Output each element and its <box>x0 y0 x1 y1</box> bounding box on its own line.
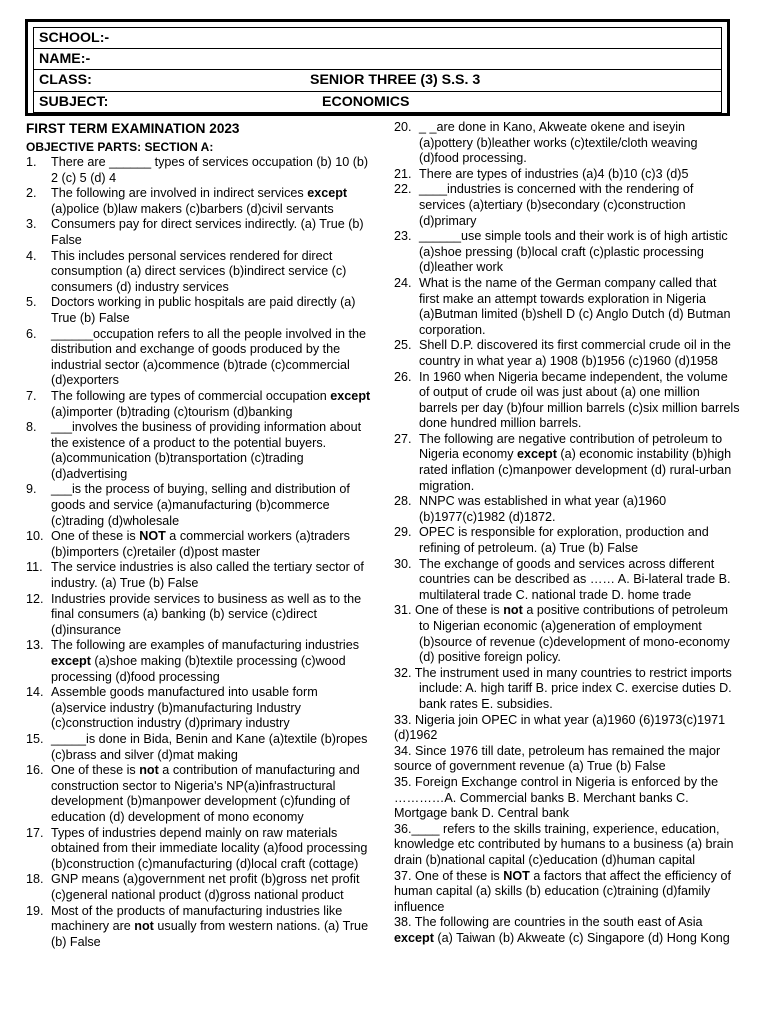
question-item <box>26 592 374 639</box>
question-emphasis: NOT <box>139 529 166 544</box>
question-number: 25. <box>394 338 412 353</box>
question-emphasis: not <box>503 603 523 618</box>
question-item <box>26 420 374 482</box>
question-text: The following are countries in the south east of Asia except (a) Taiwan (b) Akweate (c) Singapore (d) Hong Kong <box>394 915 730 945</box>
question-item <box>394 370 740 432</box>
question-text: In 1960 when Nigeria became independent, the volume of output of crude oil was just about (a) one million barrels per day (b)four million barrels (c)six million barrels done hundred million barrels. <box>419 369 740 431</box>
question-emphasis: not <box>139 763 159 778</box>
question-text: What is the name of the German company called that first make an attempt towards exploration in Nigeria (a)Butman limited (b)shell D (c) Anglo Dutch (d) Butman corporation. <box>419 275 731 337</box>
question-text: Types of industries depend mainly on raw materials obtained from their immediate locality (a)food processing (b)construction (c)manufacturing (d)local craft (cottage) <box>51 825 368 871</box>
question-item <box>394 525 740 556</box>
question-number: 19. <box>26 903 44 918</box>
question-item <box>26 638 374 685</box>
question-item <box>26 904 374 951</box>
question-text: Foreign Exchange control in Nigeria is enforced by the …………A. Commercial banks B. Merchant banks C. Mortgage bank D. Central bank <box>394 774 719 821</box>
school-row <box>33 27 722 49</box>
question-number: 14. <box>26 685 44 700</box>
subject-label: SUBJECT: <box>39 93 109 110</box>
question-number: 30. <box>394 556 412 571</box>
question-number: 29. <box>394 525 412 540</box>
question-number: 34. <box>394 743 412 758</box>
question-number: 3. <box>26 217 37 232</box>
question-text: ______occupation refers to all the people involved in the distribution and exchange of goods produced by the industrial sector (a)commence (b)trade (c)commercial (d)exporters <box>51 326 367 388</box>
question-text: This includes personal services rendered for direct consumption (a) direct services (b)indirect service (c) consumers (d) industry services <box>51 248 347 294</box>
question-number: 8. <box>26 420 37 435</box>
question-number: 16. <box>26 763 44 778</box>
question-item <box>394 666 740 713</box>
name-label: NAME:- <box>39 50 91 67</box>
question-item <box>394 494 740 525</box>
question-number: 10. <box>26 529 44 544</box>
question-item <box>26 685 374 732</box>
right-question-list <box>394 120 740 603</box>
question-text: Shell D.P. discovered its first commercial crude oil in the country in what year a) 1908 (b)1956 (c)1960 (d)1958 <box>419 338 731 368</box>
question-item <box>26 389 374 420</box>
question-text: The following are types of commercial occupation except (a)importer (b)trading (c)tourism (d)banking <box>51 388 371 419</box>
question-number: 4. <box>26 248 37 263</box>
question-number: 18. <box>26 872 44 887</box>
question-text: Industries provide services to business as well as to the final consumers (a) banking (b) service (c)direct (d)insurance <box>51 591 362 637</box>
question-text: NNPC was established in what year (a)1960 (b)1977(c)1982 (d)1872. <box>419 494 667 524</box>
question-number: 6. <box>26 326 37 341</box>
question-item <box>394 276 740 338</box>
question-item <box>26 826 374 873</box>
question-emphasis: except <box>517 447 557 462</box>
question-item <box>394 229 740 276</box>
question-number: 36. <box>394 821 412 836</box>
question-number: 32. <box>394 665 412 680</box>
question-item <box>26 560 374 591</box>
question-number: 11. <box>26 560 43 575</box>
question-item <box>394 182 740 229</box>
question-item <box>26 249 374 296</box>
class-row <box>33 70 722 92</box>
question-item <box>26 155 374 186</box>
header-box <box>25 19 730 116</box>
question-item <box>394 744 740 775</box>
question-text: ____ refers to the skills training, experience, education, knowledge etc contributed by humans to a business (a) brain drain (b)national capital (c)education (d)human capital <box>394 821 734 867</box>
question-number: 37. <box>394 868 412 883</box>
question-text: The following are examples of manufacturing industries except (a)shoe making (b)textile processing (c)wood processing (d)food processing <box>51 638 360 684</box>
question-text: Nigeria join OPEC in what year (a)1960 (6)1973(c)1971 (d)1962 <box>394 712 726 743</box>
exam-title: FIRST TERM EXAMINATION 2023 <box>26 121 240 136</box>
section-title: OBJECTIVE PARTS: SECTION A: <box>26 140 214 154</box>
question-emphasis: not <box>134 919 154 934</box>
question-item <box>26 327 374 389</box>
question-number: 12. <box>26 591 44 606</box>
question-text: ______use simple tools and their work is of high artistic (a)shoe pressing (b)local craft (c)plastic processing (d)leather work <box>419 229 728 275</box>
left-column <box>26 120 374 950</box>
question-text: One of these is not a contribution of manufacturing and construction sector to Nigeria's NP(a)infrastructural development (b)manpower development (c)funding of education (d) development of mono economy <box>51 763 360 824</box>
question-number: 17. <box>26 825 44 840</box>
question-text: The following are negative contribution of petroleum to Nigeria economy except (a) economic instability (b)high rated inflation (c)manpower development (d) rural-urban migration. <box>419 431 732 493</box>
question-emphasis: except <box>394 930 434 945</box>
question-text: Assemble goods manufactured into usable form (a)service industry (b)manufacturing Industry (c)construction industry (d)primary industry <box>51 685 318 731</box>
question-item <box>394 822 740 869</box>
question-number: 26. <box>394 369 412 384</box>
right-column <box>394 120 740 946</box>
question-number: 1. <box>26 155 37 169</box>
class-value: SENIOR THREE (3) S.S. 3 <box>310 72 481 89</box>
class-label: CLASS: <box>39 72 92 89</box>
question-text: One of these is NOT a commercial workers (a)traders (b)importers (c)retailer (d)post master <box>51 529 350 559</box>
question-number: 22. <box>394 182 412 197</box>
question-text: GNP means (a)government net profit (b)gross net profit (c)general national product (d)gross national product <box>51 872 360 902</box>
question-item <box>394 557 740 604</box>
question-text: _ _are done in Kano, Akweate okene and iseyin (a)pottery (b)leather works (c)textile/cloth weaving (d)food processing. <box>419 120 698 166</box>
question-item <box>394 338 740 369</box>
name-row <box>33 49 722 71</box>
question-item <box>26 217 374 248</box>
question-item <box>394 869 740 916</box>
question-number: 9. <box>26 482 37 497</box>
question-text: ___involves the business of providing information about the existence of a product to the potential buyers. (a)communication (b)transportation (c)trading (d)advertising <box>51 420 362 481</box>
right-flat-question-list <box>394 603 740 946</box>
question-item <box>394 603 740 665</box>
question-item <box>26 763 374 825</box>
question-item <box>26 186 374 217</box>
question-text: ____industries is concerned with the rendering of services (a)tertiary (b)secondary (c)construction (d)primary <box>419 182 694 228</box>
question-text: Doctors working in public hospitals are paid directly (a) True (b) False <box>51 295 356 325</box>
question-text: _____is done in Bida, Benin and Kane (a)textile (b)ropes (c)brass and silver (d)mat making <box>51 731 368 762</box>
question-number: 28. <box>394 494 412 509</box>
question-number: 35. <box>394 774 412 789</box>
question-item <box>394 915 740 946</box>
question-item <box>26 529 374 560</box>
question-item <box>26 482 374 529</box>
question-item <box>26 295 374 326</box>
question-item <box>394 775 740 822</box>
question-number: 38. <box>394 915 412 930</box>
question-item <box>26 872 374 903</box>
question-text: Since 1976 till date, petroleum has remained the major source of government revenue (a) True (b) False <box>394 743 721 774</box>
question-number: 2. <box>26 186 37 201</box>
school-label: SCHOOL:- <box>39 30 110 46</box>
question-text: The service industries is also called the tertiary sector of industry. (a) True (b) False <box>51 560 364 591</box>
question-number: 20. <box>394 120 412 134</box>
subject-value: ECONOMICS <box>322 93 410 110</box>
question-text: There are ______ types of services occupation (b) 10 (b) 2 (c) 5 (d) 4 <box>51 155 369 185</box>
subject-row <box>33 92 722 114</box>
question-emphasis: except <box>330 388 371 403</box>
question-number: 24. <box>394 275 412 290</box>
question-item <box>394 713 740 744</box>
question-item <box>26 732 374 763</box>
question-number: 23. <box>394 229 412 244</box>
question-text: The instrument used in many countries to restrict imports include: A. high tariff B. price index C. exercise duties D. bank rates E. subsidies. <box>411 665 732 711</box>
question-number: 7. <box>26 388 37 403</box>
question-text: There are types of industries (a)4 (b)10 (c)3 (d)5 <box>419 166 689 181</box>
question-number: 31. <box>394 603 412 618</box>
question-text: The following are involved in indirect services except (a)police (b)law makers (c)barbers (d)civil servants <box>51 186 348 216</box>
question-emphasis: NOT <box>503 868 530 883</box>
question-text: One of these is NOT a factors that affect the efficiency of human capital (a) skills (b) education (c)training (d)family influence <box>394 868 731 914</box>
question-text: ___is the process of buying, selling and distribution of goods and service (a)manufacturing (b)commerce (c)trading (d)wholesale <box>51 482 350 528</box>
question-item <box>394 432 740 494</box>
question-emphasis: except <box>307 186 348 201</box>
question-number: 13. <box>26 638 44 653</box>
question-text: Consumers pay for direct services indirectly. (a) True (b) False <box>51 217 364 247</box>
question-number: 27. <box>394 431 412 446</box>
question-text: Most of the products of manufacturing industries like machinery are not usually from western nations. (a) True (b) False <box>51 903 369 949</box>
question-text: The exchange of goods and services across different countries can be described as …… A. Bi-lateral trade B. multilateral trade C. national trade D. home trade <box>419 556 731 602</box>
question-number: 5. <box>26 295 37 310</box>
question-number: 33. <box>394 712 412 727</box>
question-item <box>394 120 740 167</box>
question-text: One of these is not a positive contributions of petroleum to Nigerian economic (a)generation of employment (b)source of revenue (c)development of mono-economy (d) positive foreign policy. <box>411 603 730 665</box>
question-text: OPEC is responsible for exploration, production and refining of petroleum. (a) True (b) False <box>419 525 709 556</box>
question-emphasis: except <box>51 654 91 668</box>
question-number: 21. <box>394 166 412 181</box>
question-number: 15. <box>26 731 44 746</box>
left-question-list <box>26 155 374 950</box>
question-item <box>394 167 740 183</box>
